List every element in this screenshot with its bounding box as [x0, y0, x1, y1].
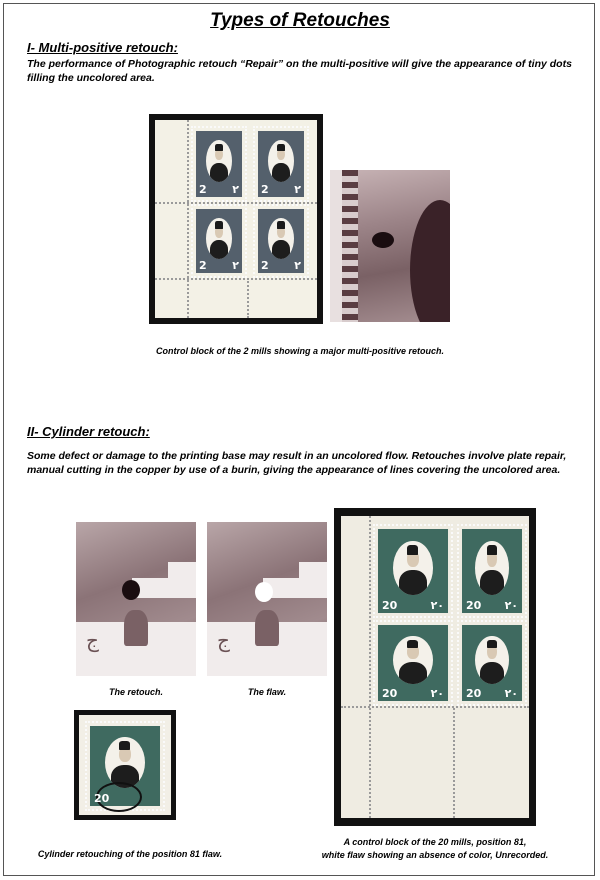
caption-block-line1: A control block of the 20 mills, position 81, — [343, 837, 527, 847]
stamp-2-mills — [253, 126, 309, 202]
stamp-value-arabic: ٢ — [294, 183, 301, 196]
stamp-value: 20 — [382, 687, 398, 700]
enlargement-retouch-1 — [330, 170, 450, 322]
green-block-sheet — [341, 516, 529, 818]
stamp-value-arabic: ٢ — [232, 183, 239, 196]
frame-step — [168, 562, 196, 578]
flaw-enlargement — [207, 522, 327, 676]
frame-ornament — [342, 170, 358, 322]
perforation-line — [341, 706, 529, 708]
section2-heading: II- Cylinder retouch: — [27, 424, 150, 439]
portrait-shadow — [410, 200, 450, 322]
white-flaw — [255, 582, 273, 602]
perforation-line — [369, 516, 371, 818]
lotus-ornament — [124, 610, 148, 646]
arabic-letter: ج — [86, 628, 99, 652]
section2-text: Some defect or damage to the printing base may result in an uncolored flow. Retouches involve plate repair, manual cutting in the copper by use of a burin, giving the appearance of lines covering the uncolored area. — [27, 450, 567, 476]
stamp-value-arabic: ٢ — [232, 259, 239, 272]
stamp-2-mills — [191, 204, 247, 278]
stamp-value: 2 — [199, 259, 207, 272]
stamp-value: 20 — [466, 687, 482, 700]
green-block-mount — [334, 508, 536, 826]
lotus-ornament — [255, 610, 279, 646]
stamp-value-arabic: ٢٠ — [504, 599, 518, 612]
page-title: Types of Retouches — [210, 10, 390, 31]
stamp-value-arabic: ٢٠ — [430, 687, 444, 700]
perforation-line — [155, 278, 317, 280]
stamp-20-mills — [457, 524, 527, 618]
single-stamp-mount — [74, 710, 176, 820]
perforation-line — [187, 120, 189, 318]
frame-step — [132, 578, 196, 598]
stamp-20-mills — [457, 620, 527, 706]
caption-retouch: The retouch. — [108, 687, 163, 697]
retouch-enlargement — [76, 522, 196, 676]
frame-step — [299, 562, 327, 578]
stamp-2-mills — [191, 126, 247, 202]
caption-block-line2: white flaw showing an absence of color, Unrecorded. — [321, 850, 549, 860]
perforation-line — [453, 708, 455, 818]
stamp-value-arabic: ٢٠ — [504, 687, 518, 700]
caption-single: Cylinder retouching of the position 81 flaw. — [37, 849, 223, 859]
section1-text: The performance of Photographic retouch “Repair” on the multi-positive will give the appearance of tiny dots filling the uncolored area. — [27, 58, 572, 84]
stamp-value: 2 — [199, 183, 207, 196]
perforation-line — [247, 278, 249, 318]
stamp-value: 2 — [261, 183, 269, 196]
section1-heading: I- Multi-positive retouch: — [27, 40, 178, 55]
grey-block-mount — [149, 114, 323, 324]
retouch-dots — [372, 232, 394, 248]
caption-flaw: The flaw. — [247, 687, 287, 697]
stamp-20-mills — [373, 620, 453, 706]
stamp-value-arabic: ٢ — [294, 259, 301, 272]
stamp-value-arabic: ٢٠ — [430, 599, 444, 612]
arabic-letter: ج — [217, 628, 230, 652]
grey-block-sheet — [155, 120, 317, 318]
stamp-value: 20 — [94, 792, 110, 805]
section1-caption: Control block of the 2 mills showing a major multi-positive retouch. — [155, 346, 445, 356]
stamp-20-mills-used — [85, 721, 165, 811]
frame-step — [263, 578, 327, 598]
stamp-value: 20 — [466, 599, 482, 612]
retouch-mark — [122, 580, 140, 600]
single-stamp-backing — [79, 715, 171, 815]
stamp-2-mills — [253, 204, 309, 278]
stamp-20-mills — [373, 524, 453, 618]
stamp-value: 20 — [382, 599, 398, 612]
stamp-value: 2 — [261, 259, 269, 272]
